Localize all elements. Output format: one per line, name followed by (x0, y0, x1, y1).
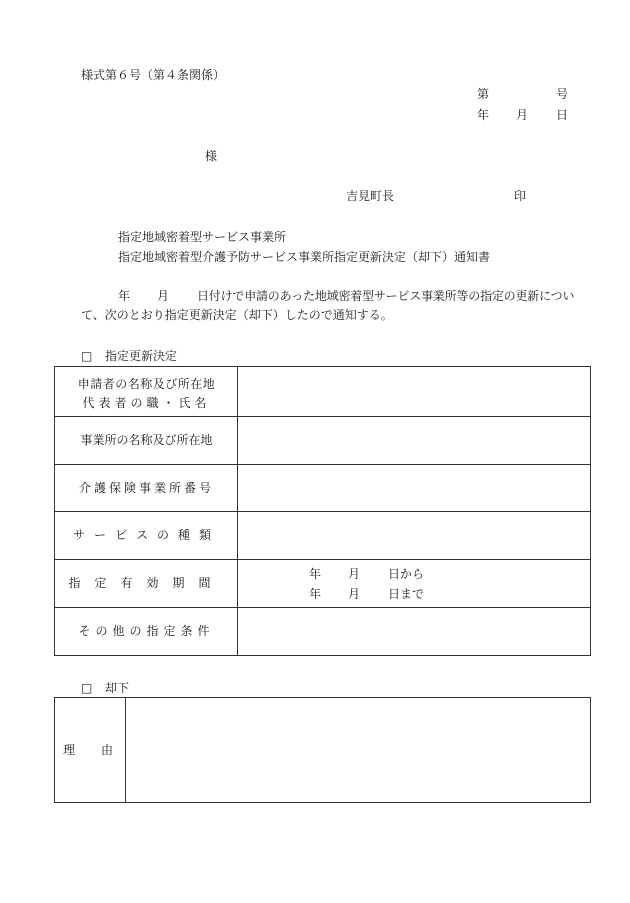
office-name-address-label: 事業所の名称及び所在地 (80, 433, 213, 447)
title-line1: 指定地域密着型サービス事業所 (118, 230, 287, 244)
care-insurance-number-label: 介護保険事業所番号 (78, 481, 214, 495)
issuer-seal: 印 (514, 189, 527, 203)
period-from-year: 年 (309, 567, 322, 581)
date-day: 日 (556, 108, 569, 122)
body-line1-rest: 日付けで申請のあった地域密着型サービス事業所等の指定の更新につい (197, 289, 575, 303)
date-month: 月 (516, 108, 529, 122)
period-to-year: 年 (309, 587, 322, 601)
approval-row-separator (55, 511, 590, 512)
validity-period-label: 指定有効期間 (68, 576, 225, 590)
rejection-table-divider (125, 698, 126, 802)
service-type-label: サービスの種類 (72, 528, 220, 542)
approval-row-separator (55, 559, 590, 560)
doc-number-suffix: 号 (556, 87, 569, 101)
representative-title-name-label: 代表者の職・氏名 (82, 396, 211, 410)
addressee-honorific: 様 (205, 149, 218, 163)
rejection-table (54, 697, 591, 803)
period-from-month: 月 (348, 567, 361, 581)
rejection-heading: 却下 (105, 681, 130, 695)
applicant-name-address-label: 申請者の名称及び所在地 (77, 377, 216, 391)
reason-label-part1: 理 (63, 743, 76, 757)
approval-heading: 指定更新決定 (105, 349, 178, 363)
approval-row-separator (55, 416, 590, 417)
title-line2: 指定地域密着型介護予防サービス事業所指定更新決定（却下）通知書 (118, 250, 491, 264)
approval-checkbox[interactable]: □ (81, 349, 93, 363)
period-from-day: 日から (388, 567, 425, 581)
body-line1-year: 年 (118, 289, 131, 303)
approval-table (54, 366, 591, 656)
period-to-day: 日まで (388, 587, 425, 601)
reason-label-part2: 由 (101, 743, 114, 757)
date-year: 年 (477, 108, 490, 122)
rejection-checkbox[interactable]: □ (81, 681, 93, 695)
body-line2: て、次のとおり指定更新決定（却下）したので通知する。 (81, 308, 393, 322)
doc-number-prefix: 第 (477, 87, 490, 101)
approval-row-separator (55, 607, 590, 608)
body-line1-month: 月 (157, 289, 170, 303)
approval-row-separator (55, 464, 590, 465)
other-conditions-label: その他の指定条件 (78, 624, 215, 638)
form-number: 様式第６号（第４条関係） (81, 68, 226, 82)
issuer-name: 吉見町長 (346, 189, 395, 203)
period-to-month: 月 (348, 587, 361, 601)
